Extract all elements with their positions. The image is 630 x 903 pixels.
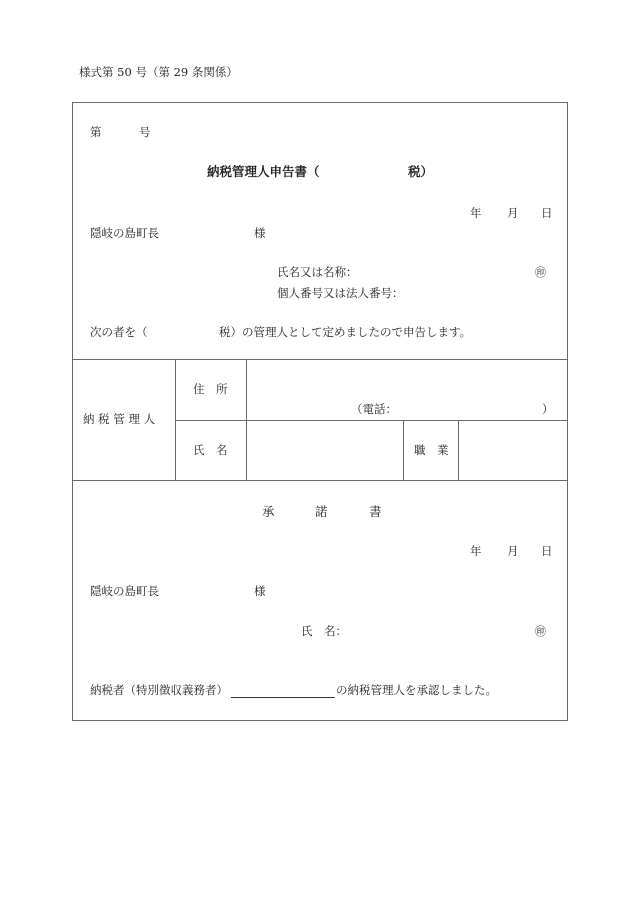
occupation-field[interactable] [460,422,566,479]
acceptance-date-year: 年 [470,544,482,558]
table-mid-line [175,420,568,421]
seal-icon: ㊞ [535,266,546,279]
declaration-title: 納税管理人申告書（ [207,164,320,179]
acceptance-honorific: 様 [254,584,266,598]
statement-prefix: 次の者を（ [90,325,148,339]
honorific: 様 [254,226,266,240]
form-id: 様式第 50 号（第 29 条関係） [79,65,238,79]
acceptance-addressee: 隠岐の島町長 [90,584,159,598]
number-suffix: 号 [139,125,151,139]
declaration-title-tax: 税） [408,164,434,179]
address-field[interactable] [248,361,566,419]
table-top-line [72,359,568,360]
col-divider-1 [175,359,176,480]
addressee: 隠岐の島町長 [90,226,159,240]
occupation-label: 職 業 [414,443,449,457]
acceptance-statement-prefix: 納税者（特別徴収義務者） [90,683,228,697]
col-divider-2 [246,359,247,480]
acceptance-title-3: 書 [369,504,382,519]
seal-icon: ㊞ [535,625,546,638]
col-divider-4 [458,420,459,480]
acceptance-statement-suffix: の納税管理人を承認しました。 [336,683,497,697]
date-month: 月 [507,206,519,220]
acceptance-date-month: 月 [507,544,519,558]
taxpayer-name-field[interactable] [231,697,335,698]
date-day: 日 [541,206,553,220]
name-field[interactable] [248,422,402,479]
statement-suffix: 税）の管理人として定めましたので申告します。 [219,325,472,339]
manager-row-header: 納 税 管 理 人 [83,412,156,426]
phone-label: （電話： [351,402,397,416]
applicant-name-label: 氏名又は名称： [277,265,358,279]
acceptance-title-1: 承 [262,504,275,519]
acceptance-title-2: 諾 [315,504,328,519]
name-label: 氏 名 [193,443,228,457]
acceptance-date-day: 日 [541,544,553,558]
col-divider-3 [403,420,404,480]
address-label: 住 所 [193,382,228,396]
phone-close: ） [542,402,554,416]
table-bottom-line [72,480,568,481]
acceptance-name-label: 氏 名： [301,624,347,638]
date-year: 年 [470,206,482,220]
number-prefix: 第 [90,125,102,139]
applicant-number-label: 個人番号又は法人番号： [277,286,404,300]
